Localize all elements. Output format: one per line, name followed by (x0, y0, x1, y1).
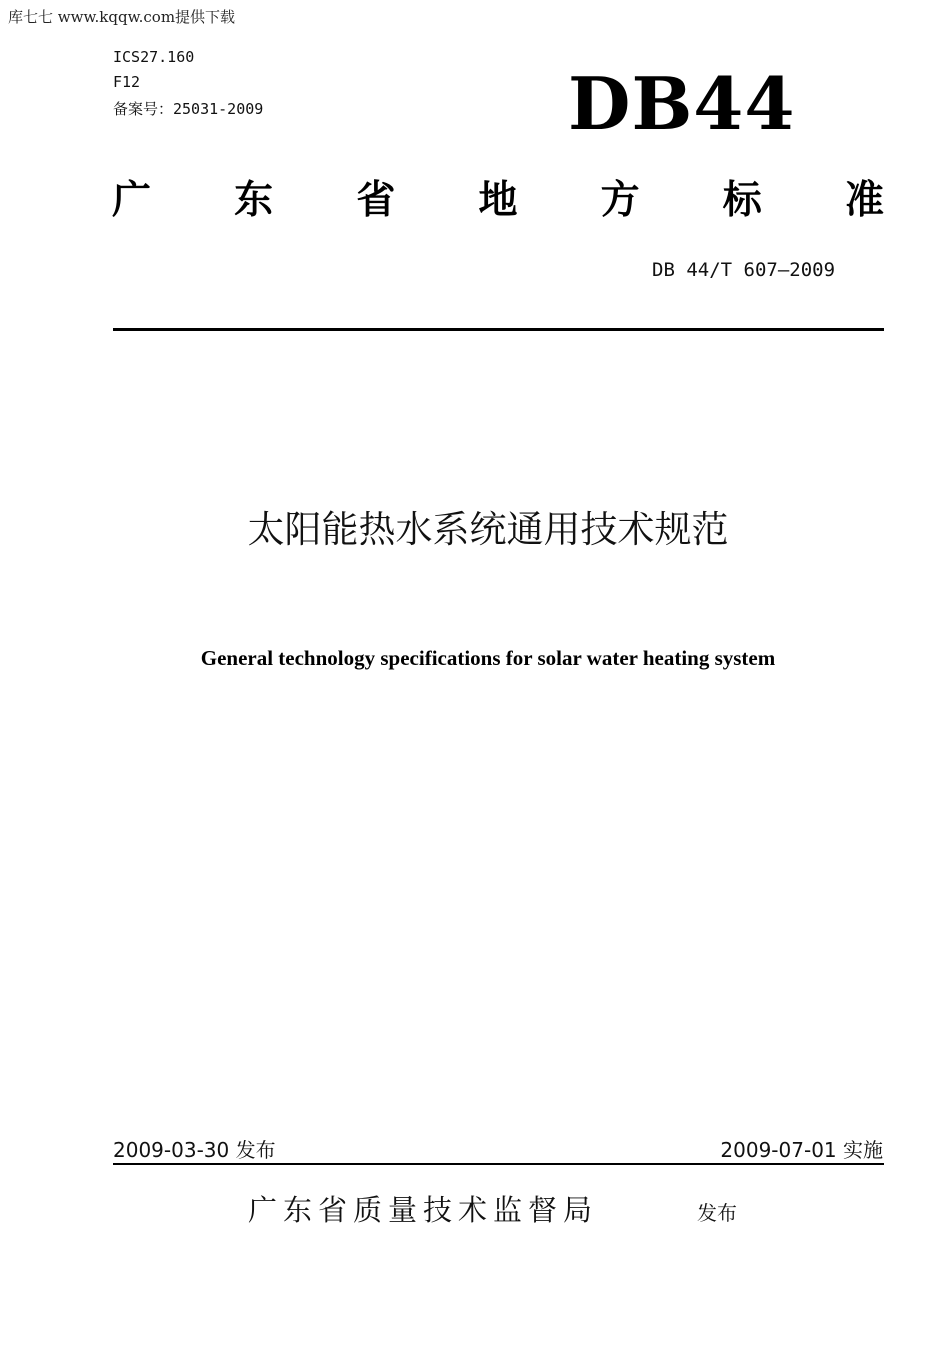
standard-type-char: 准 (844, 178, 884, 223)
english-title-text: General technology specifications for solar water heating system (200, 646, 776, 670)
watermark-text: 库七七 www.kqqw.com提供下载 (8, 8, 236, 26)
classification-code: F12 (113, 73, 141, 91)
chinese-title-text: 太阳能热水系统通用技术规范 (247, 508, 729, 551)
footer-divider (113, 1163, 884, 1165)
english-title (0, 646, 950, 671)
implementation-date: 2009-07-01 实施 (720, 1138, 883, 1162)
issue-date: 2009-03-30 发布 (113, 1138, 276, 1162)
standard-type-char: 方 (600, 178, 640, 223)
standard-type-char: 广 (112, 178, 152, 223)
ics-code: ICS27.160 (113, 48, 195, 66)
filing-number: 备案号：25031-2009 (113, 100, 264, 118)
db-code-logo: DB44 (568, 61, 796, 146)
standard-type-heading (112, 175, 884, 227)
standard-type-char: 东 (234, 178, 274, 223)
header-divider (113, 328, 884, 331)
standard-type-char: 地 (478, 178, 518, 223)
publisher-name: 广东省质量技术监督局 (248, 1193, 599, 1227)
standard-type-char: 省 (356, 178, 396, 223)
chinese-title (0, 505, 950, 555)
standard-type-char: 标 (722, 178, 762, 223)
publisher-action: 发布 (697, 1201, 737, 1225)
standard-number: DB 44/T 607—2009 (652, 259, 836, 281)
